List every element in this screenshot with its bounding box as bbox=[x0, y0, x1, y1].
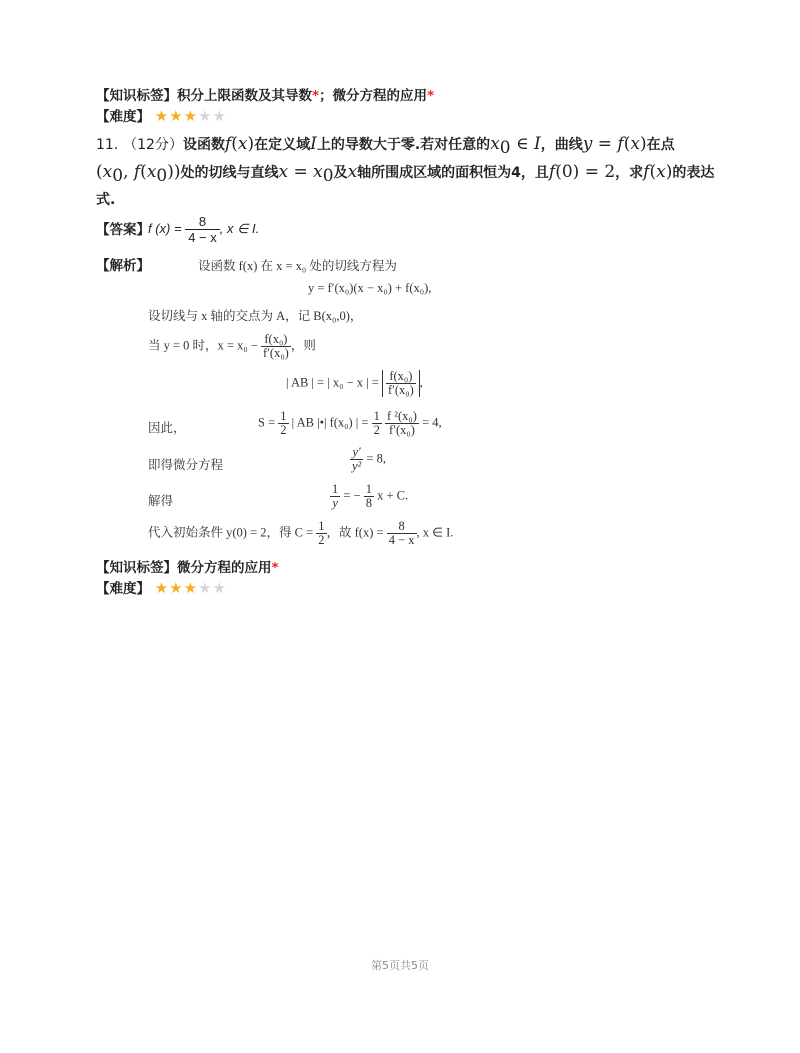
star-icon: ★ bbox=[198, 107, 212, 125]
analysis-text: = 4, bbox=[422, 415, 442, 430]
star-icon: ★ bbox=[154, 579, 169, 597]
analysis-text: ，则 bbox=[290, 338, 316, 353]
frac-num: 1 bbox=[318, 519, 325, 533]
analysis-line-1: 设函数 f(x) 在 x = x₀ 处的切线方程为 bbox=[198, 259, 397, 273]
answer-rest: , x ∈ I. bbox=[219, 220, 260, 236]
answer-formula bbox=[148, 214, 259, 245]
difficulty-prev bbox=[96, 105, 227, 125]
frac-num: f(x₀) bbox=[386, 370, 416, 384]
frac-num: 1 bbox=[332, 482, 339, 496]
problem-text: 轴所围成区域的面积恒为4，且 bbox=[357, 164, 549, 181]
frac-den: 2 bbox=[318, 533, 325, 547]
answer-num: 8 bbox=[185, 214, 220, 230]
problem-line-2: ($x_0$, $f(x_0)$)处的切线与直线$x = x_0$及x轴所围成区域的面积恒为4，且f(0) = 2，求f(x)的表达 bbox=[96, 161, 715, 186]
analysis-line-4 bbox=[148, 333, 316, 360]
analysis-text: , x ∈ I. bbox=[416, 525, 454, 540]
asterisk-icon: * bbox=[271, 560, 279, 576]
problem-line-1: 11. （12分）设函数f(x)在定义域I上的导数大于零.若对任意的$x_0$ ∈ I，曲线y = f(x)在点 bbox=[96, 134, 675, 158]
answer-label: 【答案】 bbox=[96, 222, 150, 238]
frac-den: 2 bbox=[280, 423, 287, 437]
problem-text: 在点 bbox=[646, 137, 675, 153]
frac-den: f′(x₀) bbox=[263, 346, 289, 360]
problem-text: 及 bbox=[333, 164, 348, 181]
analysis-line-8-label: 解得 bbox=[148, 494, 174, 508]
star-icon: ★ bbox=[169, 579, 183, 597]
frac-num: 1 bbox=[373, 409, 380, 423]
fraction bbox=[372, 410, 382, 437]
analysis-text: , bbox=[419, 375, 423, 390]
tag-label: 【知识标签】 bbox=[96, 88, 177, 104]
fraction bbox=[278, 410, 288, 437]
frac-den: 4 − x bbox=[388, 533, 415, 547]
problem-points: （12分） bbox=[123, 137, 183, 153]
answer-den: 4 − x bbox=[188, 230, 217, 245]
frac-den: 2 bbox=[373, 423, 380, 437]
frac-den: 8 bbox=[365, 496, 372, 510]
problem-text: 在定义域 bbox=[254, 137, 311, 153]
analysis-text: 代入初始条件 y(0) = 2，得 C = bbox=[148, 525, 314, 540]
analysis-label: 【解析】 bbox=[96, 258, 150, 274]
analysis-text: | AB |•| f(x₀) | = bbox=[291, 415, 369, 430]
difficulty-label: 【难度】 bbox=[96, 581, 150, 597]
tag-label: 【知识标签】 bbox=[96, 560, 177, 576]
difficulty-stars bbox=[155, 109, 227, 125]
problem-text: 的表达 bbox=[672, 164, 715, 181]
absolute-value bbox=[382, 370, 420, 397]
analysis-line-9 bbox=[148, 520, 453, 547]
difficulty-stars bbox=[155, 581, 227, 597]
problem-number: 11. bbox=[96, 137, 119, 153]
star-icon: ★ bbox=[154, 107, 169, 125]
fraction bbox=[364, 483, 374, 510]
analysis-text: = 8, bbox=[366, 451, 386, 466]
frac-den: y bbox=[332, 496, 338, 510]
analysis-text: = − bbox=[343, 488, 361, 503]
star-icon: ★ bbox=[183, 579, 198, 597]
tag-text-2: 微分方程的应用 bbox=[332, 88, 428, 104]
analysis-text: x + C. bbox=[377, 488, 409, 503]
analysis-line-3: 设切线与 x 轴的交点为 A，记 B(x₀,0)， bbox=[148, 309, 363, 323]
star-icon: ★ bbox=[212, 107, 226, 125]
frac-den: y² bbox=[352, 459, 362, 473]
frac-num: f(x₀) bbox=[261, 333, 291, 347]
problem-text: 处的切线与直线 bbox=[180, 164, 279, 181]
asterisk-icon: * bbox=[312, 88, 320, 104]
frac-num: f ²(x₀) bbox=[386, 409, 417, 423]
star-icon: ★ bbox=[183, 107, 198, 125]
analysis-text: 当 y = 0 时，x = x₀ − bbox=[148, 338, 258, 353]
analysis-line-2: y = f′(x₀)(x − x₀) + f(x₀), bbox=[308, 281, 432, 295]
problem-text: 上的导数大于零.若对任意的 bbox=[316, 137, 491, 153]
star-icon: ★ bbox=[212, 579, 226, 597]
difficulty bbox=[96, 577, 227, 597]
page-number: 第5页共5页 bbox=[371, 959, 429, 972]
frac-num: 1 bbox=[280, 409, 287, 423]
answer-lhs: f (x) = bbox=[148, 220, 182, 236]
frac-num: 8 bbox=[387, 520, 417, 534]
fraction bbox=[330, 483, 340, 510]
star-icon: ★ bbox=[169, 107, 183, 125]
frac-num: y′ bbox=[350, 446, 363, 460]
problem-text: ，曲线 bbox=[540, 137, 583, 153]
fraction bbox=[385, 410, 419, 437]
frac-num: 1 bbox=[365, 482, 372, 496]
fraction bbox=[386, 370, 416, 397]
analysis-text: S = bbox=[258, 415, 276, 430]
knowledge-tag-prev bbox=[96, 84, 434, 104]
problem-statement bbox=[96, 132, 716, 212]
tag-separator: ； bbox=[319, 88, 333, 104]
analysis-line-8 bbox=[330, 483, 408, 510]
frac-den: f′(x₀) bbox=[389, 423, 415, 437]
page-footer bbox=[0, 957, 800, 973]
analysis-text: ，故 f(x) = bbox=[326, 525, 384, 540]
fraction bbox=[387, 520, 417, 547]
star-icon: ★ bbox=[198, 579, 212, 597]
analysis-line-6-label: 因此， bbox=[148, 421, 186, 435]
difficulty-label: 【难度】 bbox=[96, 109, 150, 125]
analysis-line-7-label: 即得微分方程 bbox=[148, 458, 224, 472]
analysis-line-7 bbox=[350, 446, 386, 473]
tag-text: 微分方程的应用 bbox=[177, 560, 272, 576]
fraction bbox=[350, 446, 363, 473]
knowledge-tag bbox=[96, 556, 279, 576]
analysis-text: | AB | = | x₀ − x | = bbox=[286, 375, 379, 390]
fraction bbox=[316, 520, 326, 547]
asterisk-icon: * bbox=[427, 88, 435, 104]
tag-text: 积分上限函数及其导数 bbox=[177, 88, 312, 104]
analysis-line-5 bbox=[286, 370, 423, 397]
analysis-line-6 bbox=[258, 410, 442, 437]
problem-text: ，求 bbox=[615, 164, 644, 181]
fraction bbox=[261, 333, 291, 360]
answer-fraction bbox=[185, 214, 220, 245]
problem-text: 设函数 bbox=[182, 137, 225, 153]
frac-den: f′(x₀) bbox=[387, 383, 414, 397]
problem-line-3: 式. bbox=[96, 191, 116, 208]
